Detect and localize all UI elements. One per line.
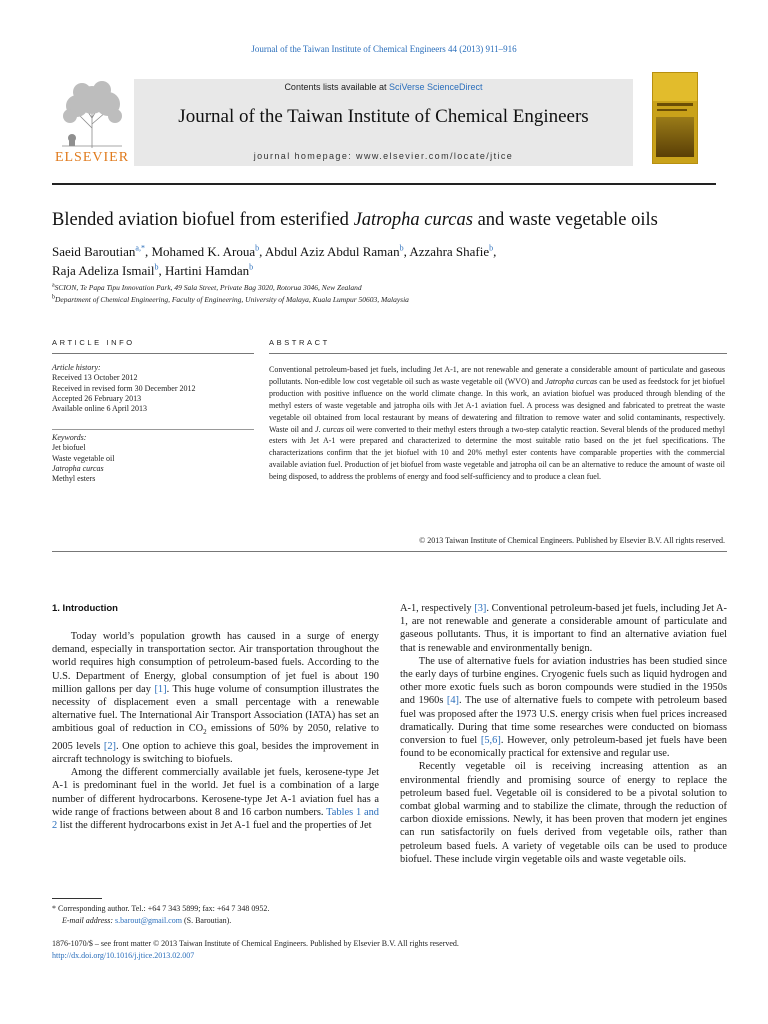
keyword: Jet biofuel [52, 443, 86, 453]
paragraph: Recently vegetable oil is receiving increasing attention as an environmental friendly and promising source of energy to replace the petroleum based fuel. Vegetable oil is considered to be a pivotal solution to combat global warming and to stabilize the climate, through the reduction of carbon dioxide emissions. Newly, it has been proven that modern jet engines can run satisfactorily on fuels derived from vegetable oils, rather than petroleum based fuels. A variety of vegetable oils can be used to produce biofuel. These include virgin vegetable oils and waste vegetable oils. [400, 761, 727, 865]
homepage-prefix: journal homepage: [253, 151, 357, 161]
body-column-right [400, 602, 727, 866]
affiliation: $^b$Department of Chemical Engineering, Faculty of Engineering, University of Malaya, Kuala Lumpur 50603, Malaysia [52, 294, 409, 304]
elsevier-wordmark: ELSEVIER [54, 150, 130, 165]
author[interactable]: Abdul Aziz Abdul Raman [264, 244, 400, 259]
author[interactable]: Saeid Baroutian [52, 244, 136, 259]
abstract-heading: ABSTRACT [269, 338, 330, 347]
footnote-rule [52, 898, 102, 899]
paragraph: A-1, respectively [3]. Conventional petroleum-based jet fuels, including Jet A-1, are not renewable and generate a considerable amount of particulate and gaseous pollutants. Thus, it is important to find an alternative aviation fuel that is renewable and environmentally benign. [400, 603, 728, 654]
keyword: Methyl esters [52, 474, 96, 484]
history-item: Received 13 October 2012 [52, 373, 138, 383]
journal-homepage-line [134, 151, 633, 161]
homepage-link[interactable]: www.elsevier.com/locate/jtice [356, 151, 514, 161]
divider [52, 429, 254, 430]
journal-title: Journal of the Taiwan Institute of Chemical Engineers [178, 106, 589, 127]
journal-reference-link[interactable]: Journal of the Taiwan Institute of Chemical Engineers 44 (2013) 911–916 [251, 44, 517, 54]
issn-line: 1876-1070/$ – see front matter © 2013 Taiwan Institute of Chemical Engineers. Published by Elsevier B.V. All rights reserved. [52, 939, 459, 948]
author[interactable]: Hartini Hamdan [165, 263, 250, 278]
front-matter-meta [52, 938, 732, 961]
history-item: Accepted 26 February 2013 [52, 393, 142, 403]
contents-available-line [134, 82, 633, 92]
paragraph: Today world’s population growth has caused in a surge of energy demand, especially in transportation sector. Air transportation throughout the world requires high consumption of petroleum-based fuels. According to the U.S. Department of Energy, global consumption of jet fuel is about 190 million gallons per day [1]. This huge volume of consumption illustrates the necessity of displacement even a small percentage with a renewable alternative fuel. The International Air Transport Association (IATA) has set an ambitious goal of reduction in $CO_2$ emissions of 50% by 2050, relative to 2005 levels [2]. One option to achieve this goal, besides the improvement in aircraft technology is switching to biofuels. [52, 631, 379, 765]
paragraph: Among the different commercially available jet fuels, kerosene-type Jet A-1 is predominant fuel in the world. Jet fuel is a combination of a large number of different hydrocarbons. Kerosene-type Jet A-1 aviation fuel has a wide range of fractions between about 8 and 16 carbon numbers. Tables 1 and 2 list the different hydrocarbons exist in Jet A-1 fuel and the properties of Jet [52, 767, 379, 831]
abstract-body: Conventional petroleum-based jet fuels, including Jet A-1, are not renewable and generate a considerable amount of particulate and gaseous pollutants. Non-edible low cost vegetable oil such as waste vegetable oil (WVO) and Jatropha curcas can be used as feedstock for jet biofuel production with positive influence on the world climate change. In this work, an aviation biofuel was produced through blending of the methyl esters of waste vegetable and jatropha oils with Jet A-1 aviation fuel. A process was designed and fabricated to pretreat the waste vegetable oil obtained from local restaurant by means of dewatering and filtration to remove water and solid contaminants, respectively. Waste oil and J. curcas oil were converted to their methyl esters through a two-step catalytic reaction. Several blends of the produced methyl esters with Jet A-1 were prepared and characterized to determine the most suitable ratio based on the jet fuel specifications. The characterizations confirm that the jet biofuel with 10 and 20% methyl ester contents have comparable properties with the commercial available aviation fuel. Production of jet biofuel from waste vegetable and jatropha oil can be an alternative to reduce the amount of waste oil being disposed, to address the problems of energy and food self-sufficiency and to produce a clean fuel. [269, 365, 726, 482]
citation-link[interactable]: [5,6] [480, 735, 501, 747]
keyword: Jatropha curcas [52, 463, 104, 473]
author[interactable]: Raja Adeliza Ismail [52, 263, 155, 278]
history-label: Article history: [52, 363, 101, 372]
divider [269, 353, 727, 354]
table-ref-link[interactable]: Tables 1 and 2 [52, 806, 379, 831]
affiliations [52, 282, 722, 306]
history-item: Available online 6 April 2013 [52, 404, 147, 414]
paragraph: The use of alternative fuels for aviation industries has been studied since the early days of turbine engines. Cryogenic fuels such as liquid hydrogen and other more exotic fuels such as boron compounds were studied in the 1950s and 1960s [4]. The use of alternative fuels to compete with petroleum based fuel was proposed after the 1973 U.S. energy crisis when fuel prices increased dramatically. During that time some researches were conducted on biomass conversion to fuel [5,6]. However, only petroleum-based jet fuels have been found to be economically practical for extensive and regular use. [400, 655, 728, 760]
email-line: E-mail address: s.barout@gmail.com (S. Baroutian). [62, 915, 232, 925]
corresponding-author-note: * Corresponding author. Tel.: +64 7 343 5899; fax: +64 7 348 0952. [52, 904, 270, 913]
affiliation: $^a$SCION, Te Papa Tipu Innovation Park, 49 Sala Street, Private Bag 3020, Rotorua 3046, New Zealand [52, 282, 362, 292]
article-title: Blended aviation biofuel from esterified Jatropha curcas and waste vegetable oils [52, 210, 658, 230]
doi-link[interactable]: http://dx.doi.org/10.1016/j.jtice.2013.02.007 [52, 950, 195, 960]
journal-cover-thumbnail[interactable] [652, 72, 698, 164]
footnote [52, 903, 382, 926]
citation-link[interactable]: [1] [154, 683, 167, 695]
body-column-left [52, 630, 379, 832]
divider [52, 551, 727, 552]
citation-link[interactable]: [4] [446, 695, 460, 707]
citation-link[interactable]: [3] [474, 603, 487, 614]
citation-link[interactable]: [2] [103, 740, 117, 752]
article-info-heading: ARTICLE INFO [52, 338, 135, 347]
author-list: Saeid Baroutian$^{a,*}$, Mohamed K. Aroua$^b$, Abdul Aziz Abdul Raman$^b$, Azzahra Shafie$^b$, Raja Adeliza Ismail$^b$, Hartini Hamdan$^b$ [52, 243, 497, 278]
history-item: Received in revised form 30 December 2012 [52, 383, 196, 393]
article-history [52, 363, 262, 414]
keyword: Waste vegetable oil [52, 453, 115, 463]
divider [52, 353, 254, 354]
header-rule [52, 183, 716, 185]
email-link[interactable]: s.barout@gmail.com [115, 915, 182, 925]
keywords-label: Keywords: [52, 433, 87, 442]
author[interactable]: Azzahra Shafie [409, 244, 490, 259]
contents-prefix: Contents lists available at [284, 82, 389, 92]
keywords [52, 433, 262, 484]
author[interactable]: Mohamed K. Aroua [151, 244, 256, 259]
sciencedirect-link[interactable]: SciVerse ScienceDirect [389, 82, 483, 92]
abstract-copyright: © 2013 Taiwan Institute of Chemical Engineers. Published by Elsevier B.V. All rights reserved. [419, 536, 725, 545]
section-heading-introduction: 1. Introduction [52, 603, 118, 614]
